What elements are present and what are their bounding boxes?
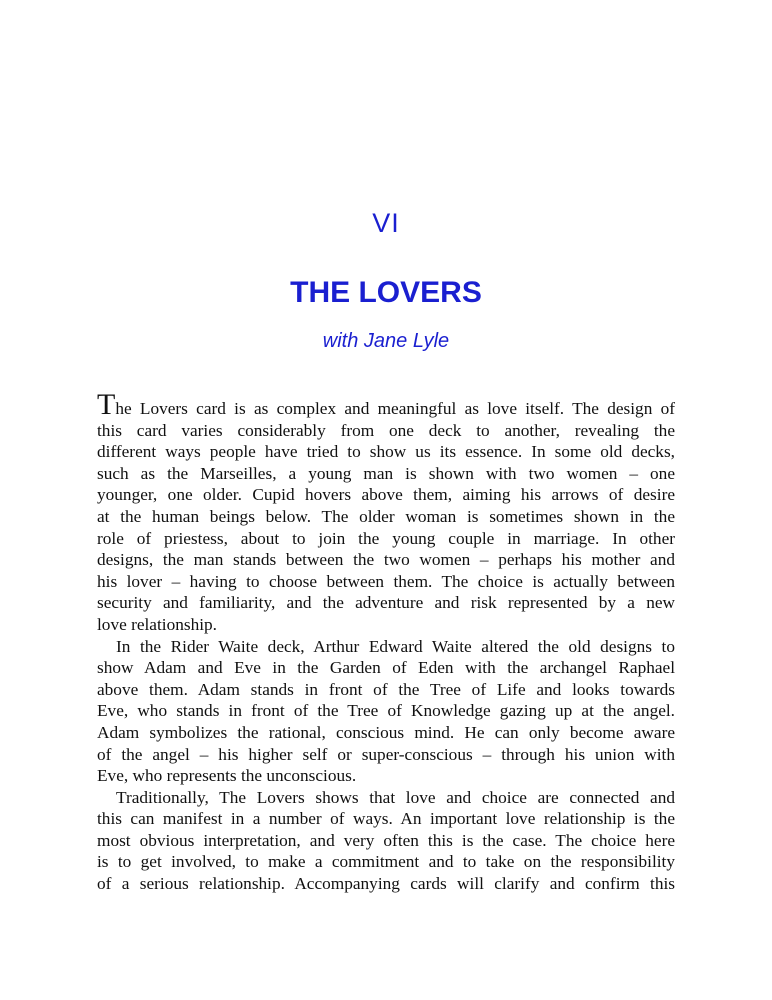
chapter-title: THE LOVERS bbox=[290, 276, 482, 309]
paragraph-line: such as the Marseilles, a young man is shown with two women – one bbox=[97, 463, 675, 483]
paragraph-line: role of priestess, about to join the young couple in marriage. In other bbox=[97, 528, 675, 548]
paragraph-1 bbox=[97, 388, 675, 636]
paragraph-line: Traditionally, The Lovers shows that love and choice are connected and bbox=[116, 787, 675, 807]
paragraph-line: this card varies considerably from one deck to another, revealing the bbox=[97, 420, 675, 440]
paragraph-line: of the angel – his higher self or super-conscious – through his union with bbox=[97, 744, 675, 764]
paragraph-line: most obvious interpretation, and very often this is the case. The choice here bbox=[97, 830, 675, 850]
drop-cap: T bbox=[97, 388, 116, 421]
paragraph-line: The Lovers card is as complex and meaningful as love itself. The design of bbox=[97, 388, 675, 421]
paragraph-line: of a serious relationship. Accompanying cards will clarify and confirm this bbox=[97, 874, 675, 894]
paragraph-line: is to get involved, to make a commitment and to take on the responsibility bbox=[97, 852, 675, 872]
paragraph-line: Eve, who stands in front of the Tree of Knowledge gazing up at the angel. bbox=[97, 701, 675, 721]
paragraph-2 bbox=[97, 636, 675, 787]
paragraph-line: different ways people have tried to show us its essence. In some old decks, bbox=[97, 442, 675, 462]
paragraph-line: above them. Adam stands in front of the Tree of Life and looks towards bbox=[97, 679, 675, 699]
paragraph-line: his lover – having to choose between them. The choice is actually between bbox=[97, 571, 675, 591]
paragraph-line: Adam symbolizes the rational, conscious mind. He can only become aware bbox=[97, 722, 675, 742]
paragraph-line: designs, the man stands between the two women – perhaps his mother and bbox=[97, 550, 675, 570]
paragraph-line: love relationship. bbox=[97, 614, 217, 634]
paragraph-line: In the Rider Waite deck, Arthur Edward Waite altered the old designs to bbox=[116, 636, 675, 656]
paragraph-3 bbox=[97, 787, 675, 895]
paragraph-line: security and familiarity, and the adventure and risk represented by a new bbox=[97, 593, 675, 613]
chapter-body bbox=[97, 388, 675, 895]
paragraph-line: this can manifest in a number of ways. An important love relationship is the bbox=[97, 809, 675, 829]
chapter-number: VI bbox=[372, 208, 400, 238]
paragraph-line: at the human beings below. The older woman is sometimes shown in the bbox=[97, 506, 675, 526]
paragraph-line: younger, one older. Cupid hovers above them, aiming his arrows of desire bbox=[97, 485, 675, 505]
paragraph-line: Eve, who represents the unconscious. bbox=[97, 766, 357, 786]
chapter-author: with Jane Lyle bbox=[322, 330, 450, 352]
paragraph-line: show Adam and Eve in the Garden of Eden with the archangel Raphael bbox=[97, 658, 675, 678]
